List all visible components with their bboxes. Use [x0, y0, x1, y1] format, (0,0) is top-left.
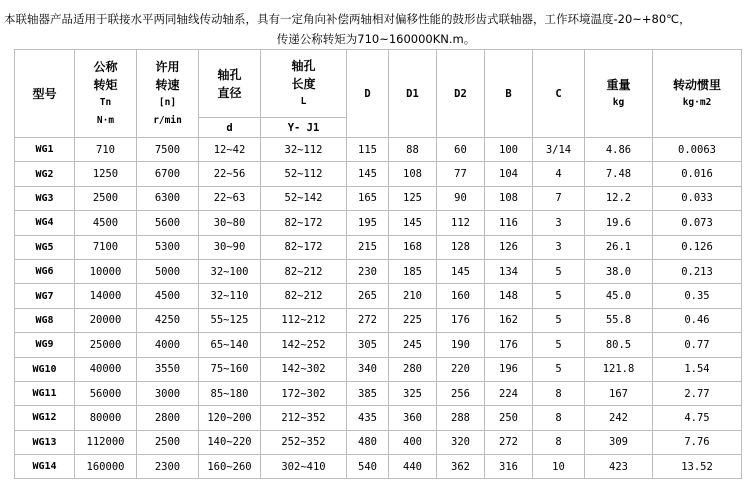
- cell-C: 3: [533, 235, 585, 259]
- cell-inertia: 0.126: [653, 235, 742, 259]
- cell-B: 316: [485, 455, 533, 479]
- cell-torque: 25000: [75, 333, 137, 357]
- cell-B: 116: [485, 211, 533, 235]
- header-D1: D1: [389, 50, 437, 138]
- cell-D: 265: [347, 284, 389, 308]
- cell-weight: 121.8: [585, 357, 653, 381]
- cell-weight: 80.5: [585, 333, 653, 357]
- header-bore-line-1: 轴孔: [217, 67, 242, 82]
- cell-C: 5: [533, 259, 585, 283]
- cell-length: 52~142: [261, 186, 347, 210]
- header-speed-symbol: [n]: [158, 96, 177, 108]
- cell-D2: 160: [437, 284, 485, 308]
- cell-bore: 12~42: [199, 138, 261, 162]
- cell-speed: 4500: [137, 284, 199, 308]
- cell-D: 165: [347, 186, 389, 210]
- cell-C: 3: [533, 211, 585, 235]
- cell-B: 272: [485, 430, 533, 454]
- cell-D2: 362: [437, 455, 485, 479]
- table-row: [15, 333, 742, 357]
- cell-D: 272: [347, 308, 389, 332]
- cell-bore: 22~63: [199, 186, 261, 210]
- cell-C: 7: [533, 186, 585, 210]
- cell-D2: 256: [437, 381, 485, 405]
- table-row: [15, 357, 742, 381]
- cell-C: 5: [533, 284, 585, 308]
- cell-bore: 30~80: [199, 211, 261, 235]
- cell-weight: 4.86: [585, 138, 653, 162]
- cell-torque: 160000: [75, 455, 137, 479]
- header-weight-unit: kg: [612, 96, 625, 108]
- cell-model: WG12: [15, 406, 75, 430]
- cell-bore: 140~220: [199, 430, 261, 454]
- table-row: [15, 138, 742, 162]
- cell-bore: 22~56: [199, 162, 261, 186]
- cell-weight: 309: [585, 430, 653, 454]
- header-length-line-1: 轴孔: [291, 58, 316, 73]
- header-inertia: [653, 50, 742, 138]
- header-B: B: [485, 50, 533, 138]
- cell-D1: 440: [389, 455, 437, 479]
- cell-bore: 32~100: [199, 259, 261, 283]
- cell-speed: 5600: [137, 211, 199, 235]
- cell-C: 5: [533, 308, 585, 332]
- cell-weight: 38.0: [585, 259, 653, 283]
- cell-speed: 2300: [137, 455, 199, 479]
- cell-D2: 190: [437, 333, 485, 357]
- cell-weight: 12.2: [585, 186, 653, 210]
- header-torque-symbol: Tn: [99, 96, 112, 108]
- intro-text: [4, 9, 748, 49]
- cell-B: 196: [485, 357, 533, 381]
- cell-length: 302~410: [261, 455, 347, 479]
- cell-C: 8: [533, 430, 585, 454]
- intro-line-1: 本联轴器产品适用于联接水平两同轴线传动轴系，具有一定角向补偿两轴相对偏移性能的鼓形齿式联轴器，工作环境温度-20~+80℃，: [4, 12, 691, 26]
- header-length-symbol: L: [300, 95, 307, 107]
- cell-torque: 40000: [75, 357, 137, 381]
- header-D: D: [347, 50, 389, 138]
- cell-C: 4: [533, 162, 585, 186]
- cell-D2: 288: [437, 406, 485, 430]
- cell-D2: 220: [437, 357, 485, 381]
- cell-weight: 242: [585, 406, 653, 430]
- cell-D: 385: [347, 381, 389, 405]
- cell-bore: 55~125: [199, 308, 261, 332]
- cell-D1: 168: [389, 235, 437, 259]
- header-model: 型号: [15, 50, 75, 138]
- cell-D2: 128: [437, 235, 485, 259]
- cell-B: 250: [485, 406, 533, 430]
- cell-torque: 2500: [75, 186, 137, 210]
- cell-inertia: 4.75: [653, 406, 742, 430]
- cell-inertia: 0.77: [653, 333, 742, 357]
- cell-length: 32~112: [261, 138, 347, 162]
- cell-B: 108: [485, 186, 533, 210]
- cell-B: 224: [485, 381, 533, 405]
- cell-C: 8: [533, 381, 585, 405]
- cell-D2: 176: [437, 308, 485, 332]
- header-torque-unit: N·m: [96, 114, 115, 126]
- cell-D: 145: [347, 162, 389, 186]
- cell-bore: 120~200: [199, 406, 261, 430]
- cell-D: 115: [347, 138, 389, 162]
- header-length-line-2: 长度: [291, 76, 316, 91]
- header-speed: [137, 50, 199, 138]
- cell-speed: 5000: [137, 259, 199, 283]
- cell-model: WG4: [15, 211, 75, 235]
- header-row: [15, 50, 742, 118]
- cell-torque: 20000: [75, 308, 137, 332]
- cell-D1: 400: [389, 430, 437, 454]
- header-torque-line-1: 公称: [93, 59, 118, 74]
- table-row: [15, 406, 742, 430]
- cell-D: 435: [347, 406, 389, 430]
- cell-speed: 2500: [137, 430, 199, 454]
- cell-speed: 4250: [137, 308, 199, 332]
- cell-bore: 65~140: [199, 333, 261, 357]
- cell-D: 215: [347, 235, 389, 259]
- cell-D1: 88: [389, 138, 437, 162]
- cell-C: 8: [533, 406, 585, 430]
- cell-length: 142~302: [261, 357, 347, 381]
- cell-bore: 160~260: [199, 455, 261, 479]
- cell-inertia: 0.0063: [653, 138, 742, 162]
- cell-torque: 7100: [75, 235, 137, 259]
- cell-speed: 5300: [137, 235, 199, 259]
- cell-D1: 225: [389, 308, 437, 332]
- cell-model: WG5: [15, 235, 75, 259]
- cell-model: WG9: [15, 333, 75, 357]
- cell-B: 176: [485, 333, 533, 357]
- table-body: [15, 138, 742, 479]
- cell-length: 252~352: [261, 430, 347, 454]
- cell-D1: 145: [389, 211, 437, 235]
- header-D2: D2: [437, 50, 485, 138]
- cell-speed: 3550: [137, 357, 199, 381]
- cell-D1: 125: [389, 186, 437, 210]
- table-row: [15, 211, 742, 235]
- header-speed-line-1: 许用: [155, 59, 180, 74]
- cell-inertia: 7.76: [653, 430, 742, 454]
- cell-inertia: 2.77: [653, 381, 742, 405]
- header-bore-sub: d: [199, 118, 261, 138]
- cell-D1: 245: [389, 333, 437, 357]
- cell-C: 10: [533, 455, 585, 479]
- header-bore-line-2: 直径: [217, 85, 242, 100]
- cell-model: WG3: [15, 186, 75, 210]
- cell-torque: 710: [75, 138, 137, 162]
- cell-length: 82~212: [261, 284, 347, 308]
- table-row: [15, 162, 742, 186]
- cell-model: WG10: [15, 357, 75, 381]
- cell-model: WG14: [15, 455, 75, 479]
- intro-line-2: 传递公称转矩为710~160000KN.m。: [276, 32, 476, 46]
- cell-length: 82~212: [261, 259, 347, 283]
- cell-torque: 1250: [75, 162, 137, 186]
- cell-speed: 6300: [137, 186, 199, 210]
- cell-C: 3/14: [533, 138, 585, 162]
- cell-speed: 7500: [137, 138, 199, 162]
- cell-B: 162: [485, 308, 533, 332]
- cell-D: 540: [347, 455, 389, 479]
- cell-speed: 3000: [137, 381, 199, 405]
- table-row: [15, 381, 742, 405]
- cell-D: 305: [347, 333, 389, 357]
- header-C: C: [533, 50, 585, 138]
- cell-B: 126: [485, 235, 533, 259]
- cell-D1: 325: [389, 381, 437, 405]
- cell-inertia: 0.073: [653, 211, 742, 235]
- cell-bore: 75~160: [199, 357, 261, 381]
- cell-speed: 6700: [137, 162, 199, 186]
- header-weight: [585, 50, 653, 138]
- cell-weight: 7.48: [585, 162, 653, 186]
- cell-torque: 56000: [75, 381, 137, 405]
- cell-model: WG6: [15, 259, 75, 283]
- cell-D2: 320: [437, 430, 485, 454]
- cell-D1: 280: [389, 357, 437, 381]
- cell-D1: 108: [389, 162, 437, 186]
- cell-D: 480: [347, 430, 389, 454]
- cell-length: 82~172: [261, 211, 347, 235]
- cell-torque: 80000: [75, 406, 137, 430]
- header-weight-line-1: 重量: [606, 77, 631, 92]
- cell-length: 212~352: [261, 406, 347, 430]
- table-row: [15, 308, 742, 332]
- cell-bore: 85~180: [199, 381, 261, 405]
- header-speed-line-2: 转速: [155, 77, 180, 92]
- cell-D2: 90: [437, 186, 485, 210]
- header-torque: [75, 50, 137, 138]
- table-row: [15, 284, 742, 308]
- cell-weight: 167: [585, 381, 653, 405]
- cell-inertia: 1.54: [653, 357, 742, 381]
- cell-D: 195: [347, 211, 389, 235]
- cell-bore: 30~90: [199, 235, 261, 259]
- cell-model: WG8: [15, 308, 75, 332]
- cell-B: 104: [485, 162, 533, 186]
- cell-torque: 4500: [75, 211, 137, 235]
- cell-weight: 55.8: [585, 308, 653, 332]
- cell-inertia: 0.213: [653, 259, 742, 283]
- header-torque-line-2: 转矩: [93, 77, 118, 92]
- cell-D1: 210: [389, 284, 437, 308]
- cell-D2: 112: [437, 211, 485, 235]
- cell-D2: 60: [437, 138, 485, 162]
- cell-model: WG11: [15, 381, 75, 405]
- cell-model: WG13: [15, 430, 75, 454]
- coupling-spec-table: [14, 49, 742, 479]
- cell-B: 134: [485, 259, 533, 283]
- cell-D1: 360: [389, 406, 437, 430]
- cell-D2: 77: [437, 162, 485, 186]
- cell-weight: 26.1: [585, 235, 653, 259]
- cell-inertia: 0.46: [653, 308, 742, 332]
- header-length-sub: Y- J1: [261, 118, 347, 138]
- cell-length: 52~112: [261, 162, 347, 186]
- header-inertia-unit: kg·m2: [682, 96, 712, 108]
- cell-length: 142~252: [261, 333, 347, 357]
- cell-D2: 145: [437, 259, 485, 283]
- header-bore: [199, 50, 261, 118]
- table-row: [15, 186, 742, 210]
- cell-weight: 45.0: [585, 284, 653, 308]
- cell-model: WG2: [15, 162, 75, 186]
- cell-torque: 14000: [75, 284, 137, 308]
- header-inertia-line-1: 转动惯里: [672, 77, 721, 92]
- header-length: [261, 50, 347, 118]
- table-row: [15, 430, 742, 454]
- cell-length: 112~212: [261, 308, 347, 332]
- cell-weight: 423: [585, 455, 653, 479]
- cell-inertia: 0.016: [653, 162, 742, 186]
- cell-torque: 10000: [75, 259, 137, 283]
- cell-bore: 32~110: [199, 284, 261, 308]
- cell-D1: 185: [389, 259, 437, 283]
- cell-model: WG1: [15, 138, 75, 162]
- cell-inertia: 13.52: [653, 455, 742, 479]
- cell-B: 148: [485, 284, 533, 308]
- cell-model: WG7: [15, 284, 75, 308]
- cell-length: 172~302: [261, 381, 347, 405]
- cell-D: 340: [347, 357, 389, 381]
- table-row: [15, 259, 742, 283]
- cell-D: 230: [347, 259, 389, 283]
- cell-C: 5: [533, 333, 585, 357]
- cell-inertia: 0.35: [653, 284, 742, 308]
- table-row: [15, 235, 742, 259]
- cell-C: 5: [533, 357, 585, 381]
- cell-inertia: 0.033: [653, 186, 742, 210]
- cell-speed: 2800: [137, 406, 199, 430]
- header-speed-unit: r/min: [153, 114, 182, 126]
- table-row: [15, 455, 742, 479]
- cell-speed: 4000: [137, 333, 199, 357]
- cell-B: 100: [485, 138, 533, 162]
- cell-length: 82~172: [261, 235, 347, 259]
- cell-weight: 19.6: [585, 211, 653, 235]
- cell-torque: 112000: [75, 430, 137, 454]
